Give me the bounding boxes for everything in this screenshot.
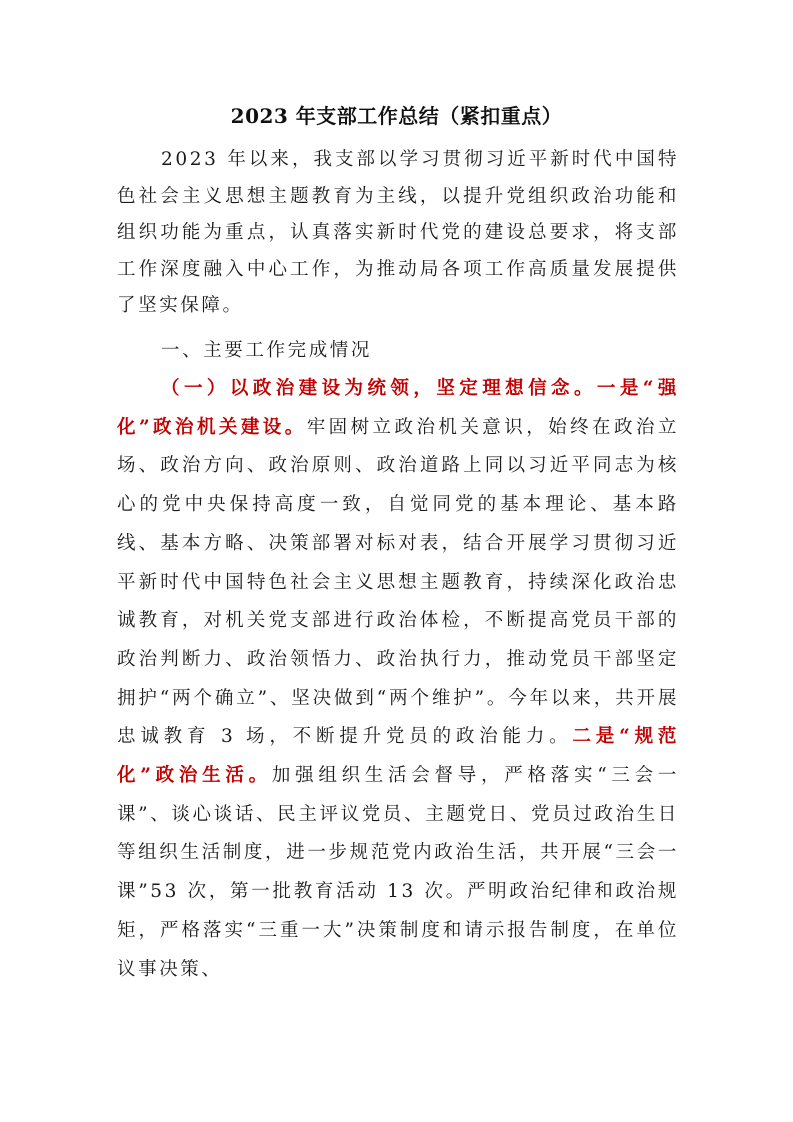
body-paragraph	[117, 370, 679, 989]
section-heading: 一、主要工作完成情况	[161, 340, 373, 361]
body-text: 加强组织生活会督导，严格落实“三会一课”、谈心谈话、民主评议党员、主题党日、党员过政治生日等组织生活制度，进一步规范党内政治生活，共开展“三会一课”53 次，第一批教育活动 13 次。严明政治纪律和政治规矩，严格落实“三重一大”决策制度和请示报告制度，在单位议事决策、	[117, 765, 680, 980]
subpoint-heading: 二是“规范化”政治生活。	[117, 726, 679, 787]
document-title: 2023 年支部工作总结（紧扣重点）	[230, 104, 563, 128]
subsection-heading: （一）以政治建设为统领，坚定理想信念。一是“强化”政治机关建设。	[117, 378, 679, 438]
intro-paragraph: 2023 年以来，我支部以学习贯彻习近平新时代中国特色社会主义思想主题教育为主线，以提升党组织政治功能和组织功能为重点，认真落实新时代党的建设总要求，将支部工作深度融入中心工作，为推动局各项工作高质量发展提供了坚实保障。	[117, 149, 679, 316]
body-text: 牢固树立政治机关意识，始终在政治立场、政治方向、政治原则、政治道路上同以习近平同志为核心的党中央保持高度一致，自觉同党的基本理论、基本路线、基本方略、决策部署对标对表，结合开展学习贯彻习近平新时代中国特色社会主义思想主题教育，持续深化政治忠诚教育，对机关党支部进行政治体检，不断提高党员干部的政治判断力、政治领悟力、政治执行力，推动党员干部坚定拥护“两个确立”、坚决做到“两个维护”。今年以来，共开展忠诚教育 3 场，不断提升党员的政治能力。	[117, 416, 680, 748]
